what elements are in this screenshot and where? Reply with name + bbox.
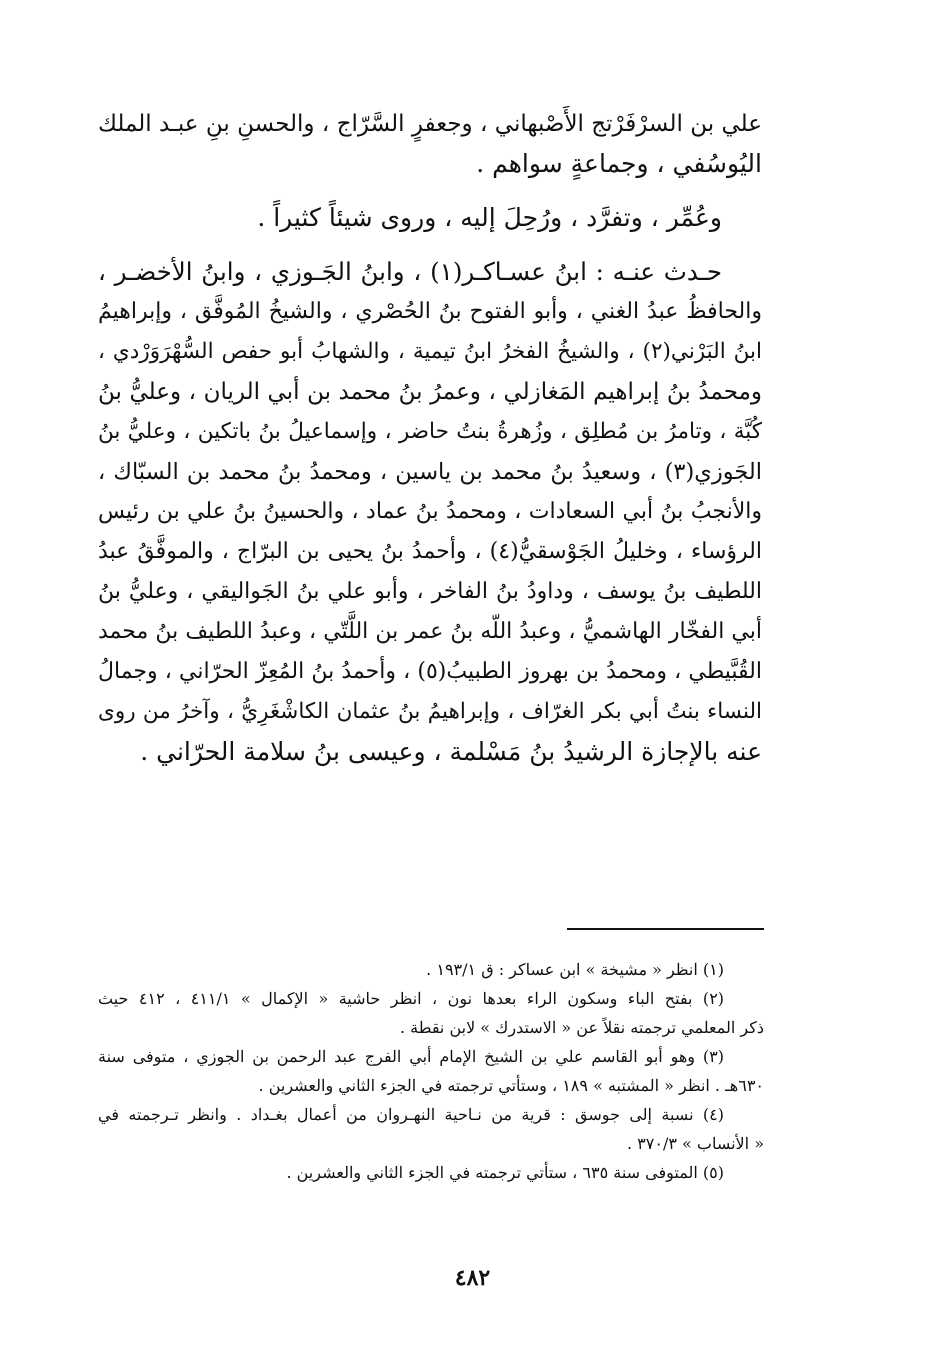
text-line: القُبَّيطي ، ومحمدُ بن بهروز الطبيبُ(٥) ، وأحمدُ بنُ المُعِزّ الحرّاني ، وجمالُ — [98, 659, 762, 684]
text-line: اللطيف بنُ يوسف ، وداودُ بنُ الفاخر ، وأبو علي بنُ الجَواليقي ، وعليُّ بنُ — [98, 579, 762, 604]
main-text — [98, 104, 762, 772]
text-line: ابنُ البَرْني(٢) ، والشيخُ الفخرُ ابنُ تيمية ، والشهابُ أبو حفص السُّهْرَوَرْدي ، — [98, 339, 762, 364]
text-line: الجَوزي(٣) ، وسعيدُ بنُ محمد بن ياسين ، ومحمدُ بنُ محمد بن السبّاك ، — [98, 459, 762, 485]
page-number: ٤٨٢ — [454, 1265, 491, 1291]
text-line: علي بن السرْفَرْتج الأَصْبهاني ، وجعفرٍ السَّرّاج ، والحسنِ بنِ عبـد الملك — [98, 111, 762, 137]
text-line: ومحمدُ بنُ إبراهيم المَغازلي ، وعمرُ بنُ محمد بن أبي الريان ، وعليُّ بنُ — [98, 379, 762, 405]
text-line: وعُمِّر ، وتفرَّد ، ورُحِلَ إليه ، وروى شيئاً كثيراً . — [257, 203, 722, 232]
footnote-separator — [567, 928, 764, 930]
footnote-line: (٤) نسبة إلى جوسق : قرية من نـاحية النهـروان من أعمال بغـداد . وانظر تـرجمته في — [98, 1105, 724, 1124]
footnote-line: ذكر المعلمي ترجمته نقلاً عن « الاستدرك » لابن نقطة . — [399, 1018, 764, 1037]
text-line: حـدث عنـه : ابنُ عسـاكـر(١) ، وابنُ الجَـوزي ، وابنُ الأخضـر ، — [98, 257, 722, 286]
text-line: أبي الفخّار الهاشميُّ ، وعبدُ اللّه بنُ عمر بن اللَّتّي ، وعبدُ اللطيف بنُ محمد — [98, 619, 762, 644]
text-line: والأنجبُ بنُ أبي السعادات ، ومحمدُ بنُ عماد ، والحسينُ بنُ علي بن رئيس — [98, 499, 762, 524]
text-line: والحافظُ عبدُ الغني ، وأبو الفتوح بنُ الحُصْري ، والشيخُ المُوفَّق ، وإبراهيمُ — [98, 299, 762, 324]
text-line: اليُوسُفي ، وجماعةٍ سواهم . — [476, 149, 762, 178]
footnote-line: (٥) المتوفى سنة ٦٣٥ ، ستأتي ترجمته في الجزء الثاني والعشرين . — [286, 1163, 724, 1182]
footnote-line: (١) انظر « مشيخة » ابن عساكر : ق ١٩٣/١ . — [426, 960, 724, 979]
footnote-line: (٣) وهو أبو القاسم علي بن الشيخ الإمام أبي الفرج عبد الرحمن بن الجوزي ، متوفى سنة — [98, 1047, 724, 1066]
footnote-line: « الأنساب » ٣٧٠/٣ . — [626, 1134, 764, 1153]
text-line: كُبَّة ، وتامرُ بن مُطلِق ، وزُهرةُ بنتُ حاضر ، وإسماعيلُ بنُ باتكين ، وعليُّ بنُ — [98, 419, 762, 444]
footnotes — [98, 955, 764, 1187]
text-line: عنه بالإجازة الرشيدُ بنُ مَسْلمة ، وعيسى بنُ سلامة الحرّاني . — [140, 737, 762, 766]
footnote-line: ٦٣٠هـ . انظر « المشتبه » ١٨٩ ، وستأتي ترجمته في الجزء الثاني والعشرين . — [258, 1076, 764, 1095]
footnote-line: (٢) بفتح الباء وسكون الراء بعدها نون ، انظر حاشية « الإكمال » ٤١١/١ ، ٤١٢ حيث — [98, 989, 725, 1008]
text-line: النساء بنتُ أبي بكر الغرّاف ، وإبراهيمُ بنُ عثمان الكاشْغَرِيُّ ، وآخرُ من روى — [98, 699, 762, 724]
text-line: الرؤساء ، وخليلُ الجَوْسقيُّ(٤) ، وأحمدُ بنُ يحيى بن البرّاج ، والموفَّقُ عبدُ — [98, 539, 762, 564]
